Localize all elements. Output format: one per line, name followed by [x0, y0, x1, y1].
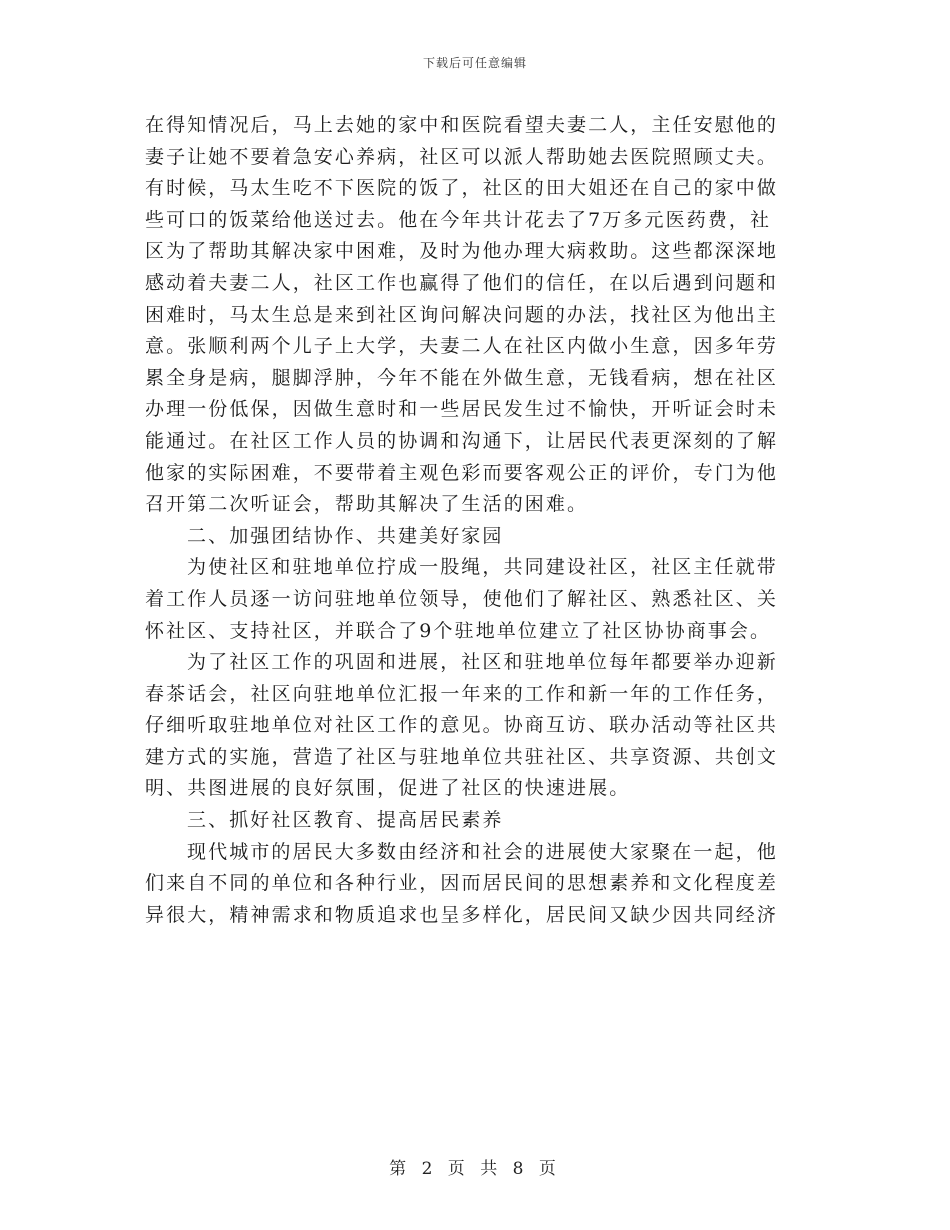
document-body	[145, 110, 805, 931]
body-line: 建方式的实施，营造了社区与驻地单位共驻社区、共享资源、共创文	[145, 745, 779, 768]
body-line: 现代城市的居民大多数由经济和社会的进展使大家聚在一起，他	[187, 840, 778, 863]
body-line: 办理一份低保，因做生意时和一些居民发生过不愉快，开听证会时未	[145, 398, 779, 421]
section-heading: 二、加强团结协作、共建美好家园	[187, 524, 504, 547]
body-line: 感动着夫妻二人，社区工作也赢得了他们的信任，在以后遇到问题和	[145, 271, 779, 294]
body-line: 春茶话会，社区向驻地单位汇报一年来的工作和新一年的工作任务，	[145, 682, 779, 705]
body-line: 些可口的饭菜给他送过去。他在今年共计花去了7万多元医药费，社	[145, 208, 772, 231]
body-line: 意。张顺利两个儿子上大学，夫妻二人在社区内做小生意，因多年劳	[145, 335, 779, 358]
body-line: 他家的实际困难，不要带着主观色彩而要客观公正的评价，专门为他	[145, 461, 779, 484]
body-line: 困难时，马太生总是来到社区询问解决问题的办法，找社区为他出主	[145, 303, 779, 326]
body-line: 着工作人员逐一访问驻地单位领导，使他们了解社区、熟悉社区、关	[145, 587, 779, 610]
body-line: 能通过。在社区工作人员的协调和沟通下，让居民代表更深刻的了解	[145, 429, 779, 452]
body-line: 怀社区、支持社区，并联合了9个驻地单位建立了社区协协商事会。	[145, 619, 772, 642]
page-number: 第 2 页 共 8 页	[389, 1159, 561, 1179]
body-line: 们来自不同的单位和各种行业，因而居民间的思想素养和文化程度差	[145, 872, 779, 895]
body-line: 为了社区工作的巩固和进展，社区和驻地单位每年都要举办迎新	[187, 651, 778, 674]
body-line: 在得知情况后，马上去她的家中和医院看望夫妻二人，主任安慰他的	[145, 114, 779, 136]
body-line: 有时候，马太生吃不下医院的饭了，社区的田大姐还在自己的家中做	[145, 177, 779, 200]
body-line: 累全身是病，腿脚浮肿，今年不能在外做生意，无钱看病，想在社区	[145, 366, 779, 389]
body-line: 区为了帮助其解决家中困难，及时为他办理大病救助。这些都深深地	[145, 240, 779, 263]
body-line: 仔细听取驻地单位对社区工作的意见。协商互访、联办活动等社区共	[145, 714, 779, 737]
body-line: 为使社区和驻地单位拧成一股绳，共同建设社区，社区主任就带	[187, 556, 778, 579]
body-line: 召开第二次听证会，帮助其解决了生活的困难。	[145, 493, 589, 516]
body-line: 明、共图进展的良好氛围，促进了社区的快速进展。	[145, 777, 631, 800]
body-line: 异很大，精神需求和物质追求也呈多样化，居民间又缺少因共同经济	[145, 903, 779, 926]
page-header-note: 下载后可任意编辑	[422, 56, 527, 70]
body-line: 妻子让她不要着急安心养病，社区可以派人帮助她去医院照顾丈夫。	[145, 145, 779, 168]
section-heading: 三、抓好社区教育、提高居民素养	[187, 809, 504, 832]
